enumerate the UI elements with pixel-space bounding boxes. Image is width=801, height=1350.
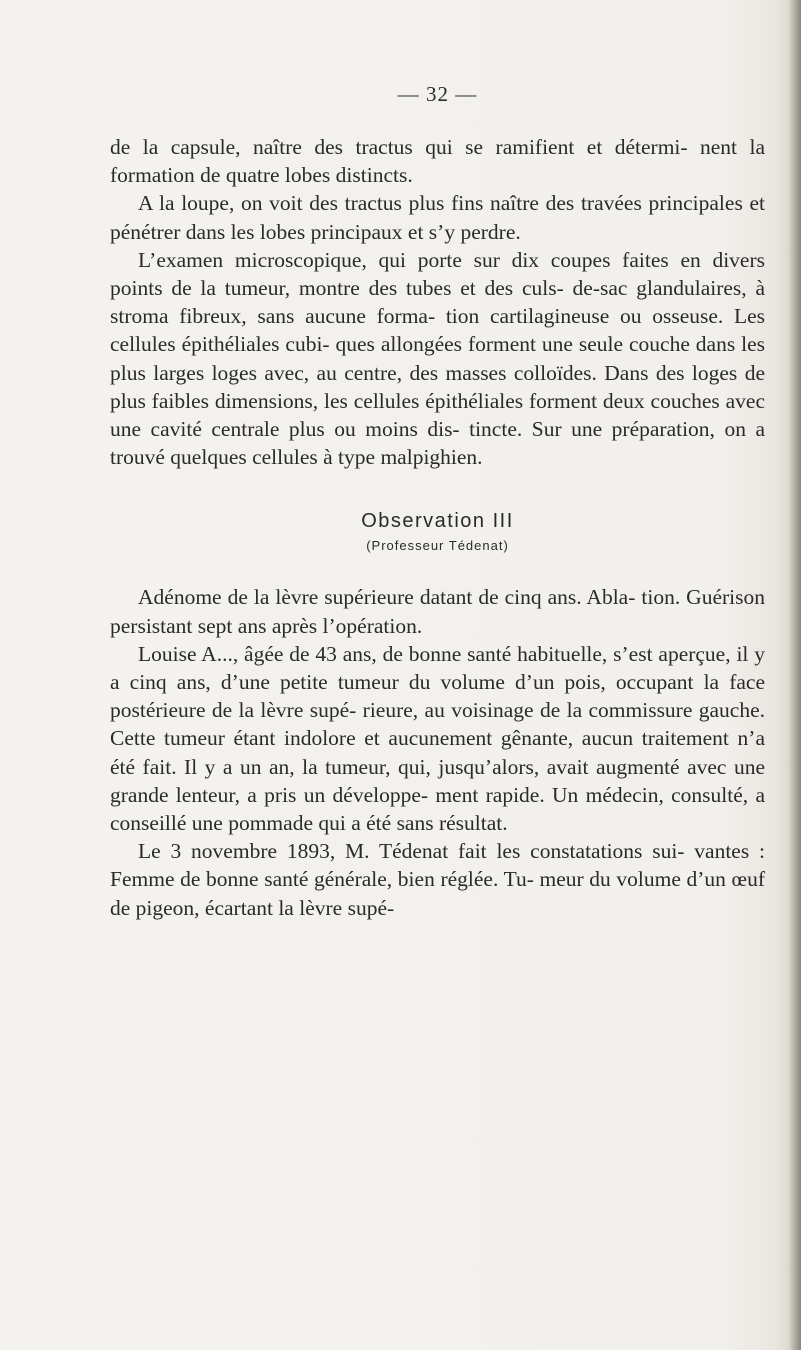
paragraph-patient-history: Louise A..., âgée de 43 ans, de bonne santé habituelle, s’est aperçue, il y a cinq ans, d’une petite tumeur du volume d’un pois, occupant la face postérieure de la lèvre supé- rieure, au voisinage de la commissure gauche. Cette tumeur étant indolore et aucunement gênante, aucun traitement n’a été fait. Il y a un an, la tumeur, qui, jusqu’alors, avait augmenté avec une grande lenteur, a pris un développe- ment rapide. Un médecin, consulté, a conseillé une pommade qui a été sans résultat.	[110, 641, 765, 836]
paragraph-adenoma-summary: Adénome de la lèvre supérieure datant de cinq ans. Abla- tion. Guérison persistant sept ans après l’opération.	[110, 585, 765, 638]
paragraph-loupe: A la loupe, on voit des tractus plus fins naître des travées principales et pénétrer dans les lobes principaux et s’y perdre.	[110, 191, 765, 244]
page-edge-shadow	[789, 0, 801, 1350]
paragraph-microscopic-exam: L’examen microscopique, qui porte sur dix coupes faites en divers points de la tumeur, montre des tubes et des culs- de-sac glandulaires, à stroma fibreux, sans aucune forma- tion cartilagineuse ou osseuse. Les cellules épithéliales cubi- ques allongées forment une seule couche dans les plus larges loges avec, au centre, des masses colloïdes. Dans des loges de plus faibles dimensions, les cellules épithéliales forment deux couches avec une cavité centrale plus ou moins dis- tincte. Sur une préparation, on a trouvé quelques cellules à type malpighien.	[110, 247, 765, 470]
observation-subtitle: (Professeur Tédenat)	[366, 538, 509, 554]
observation-title: Observation III	[361, 510, 514, 533]
page-text-block	[110, 80, 765, 922]
paragraph-examination: Le 3 novembre 1893, M. Tédenat fait les constatations sui- vantes : Femme de bonne santé générale, bien réglée. Tu- meur du volume d’un œuf de pigeon, écartant la lèvre supé-	[110, 839, 765, 920]
paragraph-capsule: de la capsule, naître des tractus qui se ramifient et détermi- nent la formation de quatre lobes distincts.	[110, 135, 765, 188]
page-number: — 32 —	[397, 82, 478, 106]
